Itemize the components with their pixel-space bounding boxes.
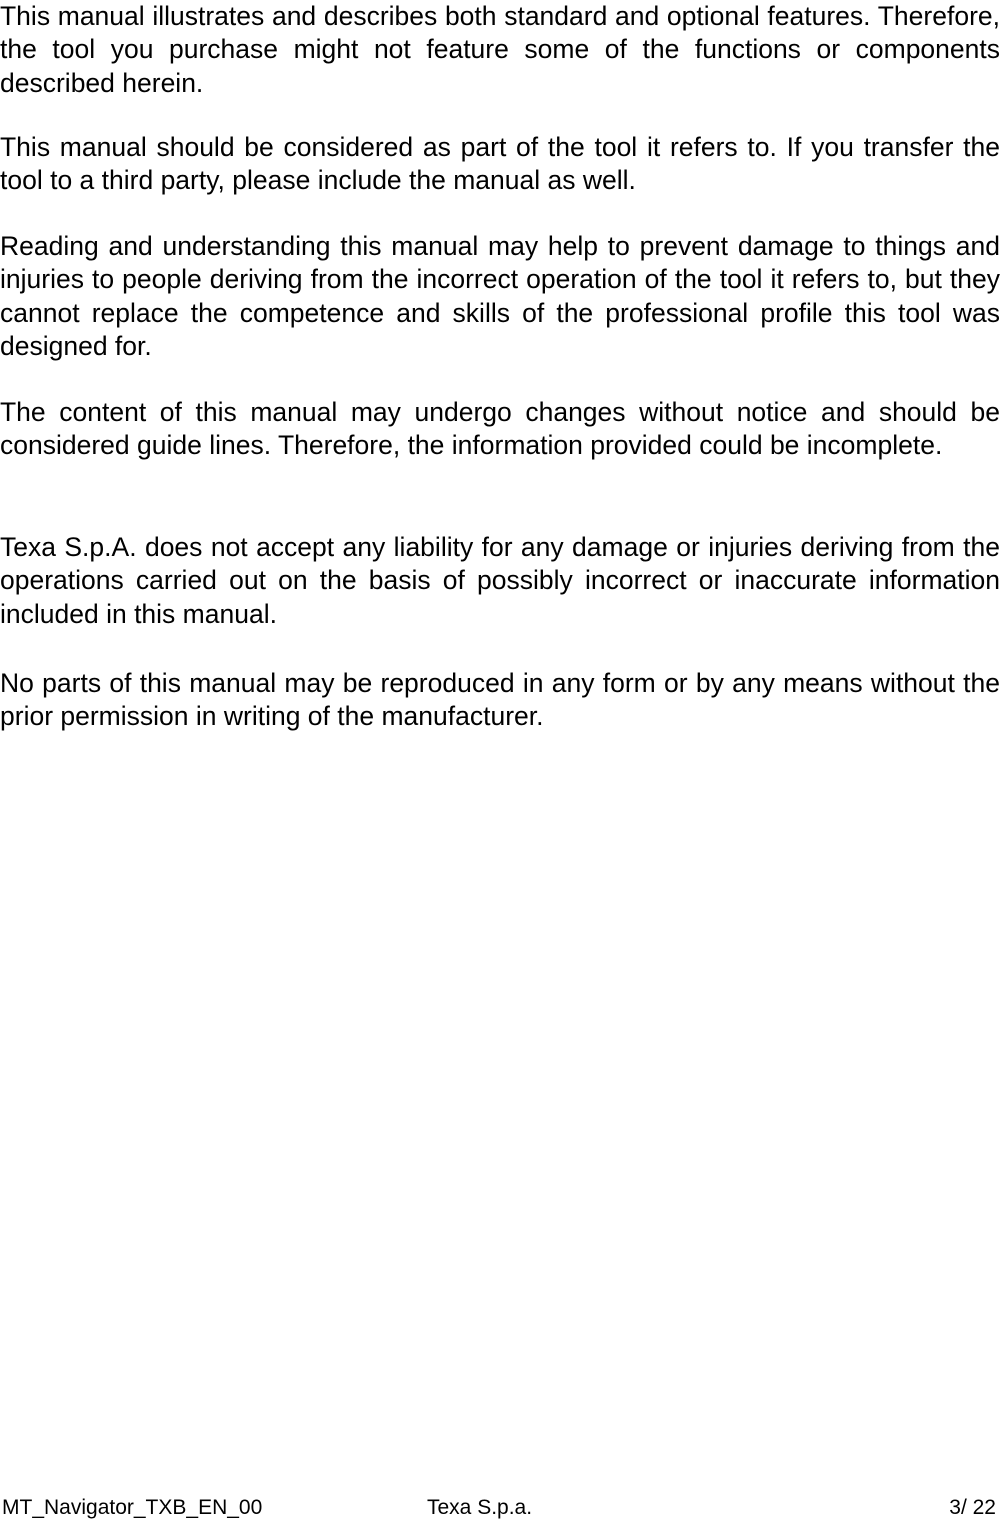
paragraph-reading-understanding: Reading and understanding this manual may help to prevent damage to things and injuries to people deriving from the incorrect operation of the tool it refers to, but they cannot replace the competence and skills of the professional profile this tool was designed for.	[0, 231, 1000, 361]
paragraph-content-changes: The content of this manual may undergo changes without notice and should be considered guide lines. Therefore, the information provided could be incomplete.	[0, 397, 1000, 461]
paragraph-features-disclaimer: This manual illustrates and describes both standard and optional features. Therefore, the tool you purchase might not feature some of the functions or components described herein.	[0, 1, 1000, 98]
footer-company: Texa S.p.a.	[427, 1496, 533, 1519]
paragraph-liability: Texa S.p.A. does not accept any liability for any damage or injuries deriving from the operations carried out on the basis of possibly incorrect or inaccurate information included in this manual.	[0, 532, 1000, 629]
page-footer	[0, 1495, 1000, 1521]
paragraph-reproduction: No parts of this manual may be reproduced in any form or by any means without the prior permission in writing of the manufacturer.	[0, 668, 1000, 732]
paragraph-manual-part-of-tool: This manual should be considered as part of the tool it refers to. If you transfer the tool to a third party, please include the manual as well.	[0, 132, 1000, 196]
footer-doc-code: MT_Navigator_TXB_EN_00	[2, 1496, 263, 1519]
footer-page-number: 3/ 22	[949, 1496, 996, 1519]
